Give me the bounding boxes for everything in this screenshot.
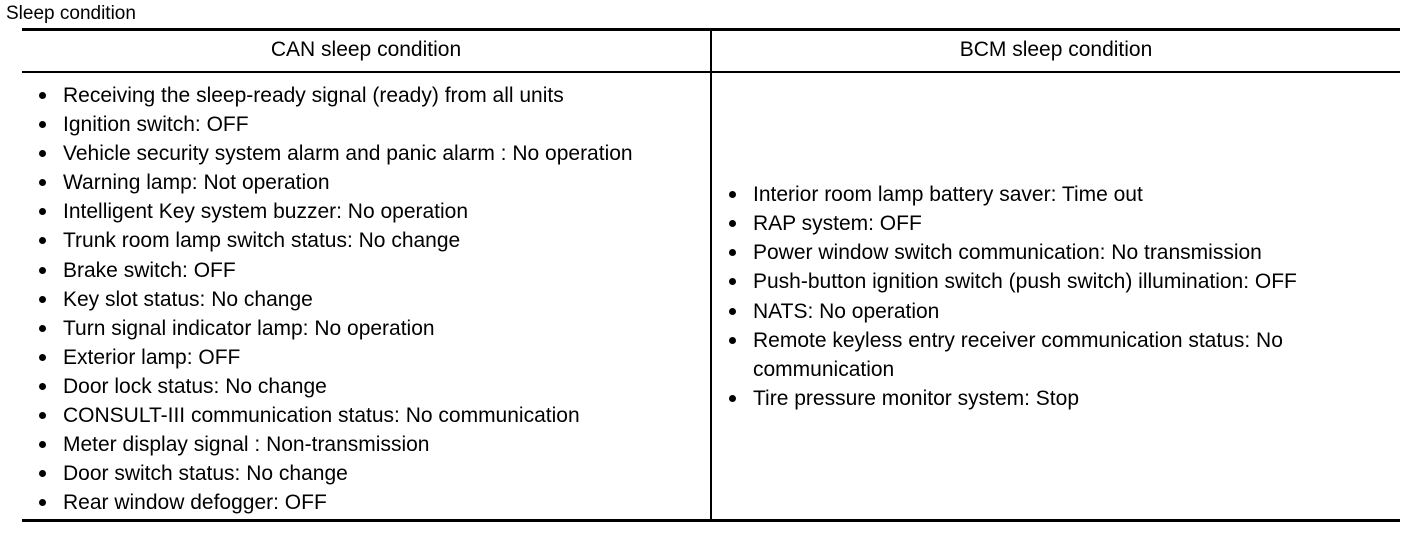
bullet-icon (39, 267, 46, 274)
header-bcm-sleep-condition: BCM sleep condition (959, 38, 1153, 61)
list-item: Trunk room lamp switch status: No change (36, 226, 633, 255)
list-item: Door lock status: No change (36, 372, 633, 401)
list-item: Key slot status: No change (36, 285, 633, 314)
list-item: Receiving the sleep-ready signal (ready) from all units (36, 81, 633, 110)
bullet-icon (39, 499, 46, 506)
bullet-icon (39, 237, 46, 244)
list-item: Power window switch communication: No transmission (726, 238, 1373, 267)
bullet-icon (729, 278, 736, 285)
list-item: Vehicle security system alarm and panic alarm : No operation (36, 139, 633, 168)
bcm-conditions-list (726, 180, 1373, 413)
bullet-icon (39, 179, 46, 186)
bullet-icon (39, 354, 46, 361)
list-item: Warning lamp: Not operation (36, 168, 633, 197)
list-item: Exterior lamp: OFF (36, 343, 633, 372)
bullet-icon (39, 92, 46, 99)
header-can-sleep-condition: CAN sleep condition (270, 38, 462, 61)
list-item: NATS: No operation (726, 297, 1373, 326)
list-item: Intelligent Key system buzzer: No operation (36, 197, 633, 226)
list-item: Tire pressure monitor system: Stop (726, 384, 1373, 413)
bullet-icon (39, 296, 46, 303)
list-item: Rear window defogger: OFF (36, 488, 633, 517)
bullet-icon (39, 121, 46, 128)
list-item: Brake switch: OFF (36, 256, 633, 285)
can-conditions-cell (22, 73, 710, 522)
bullet-icon (729, 308, 736, 315)
bullet-icon (729, 337, 736, 344)
bullet-icon (39, 150, 46, 157)
bullet-icon (729, 220, 736, 227)
list-item: Turn signal indicator lamp: No operation (36, 314, 633, 343)
bullet-icon (39, 441, 46, 448)
bullet-icon (39, 208, 46, 215)
bcm-conditions-cell (712, 73, 1400, 522)
bullet-icon (39, 325, 46, 332)
list-item: Door switch status: No change (36, 459, 633, 488)
bullet-icon (729, 395, 736, 402)
can-conditions-list (36, 81, 633, 517)
bullet-icon (729, 191, 736, 198)
list-item: Remote keyless entry receiver communication status: No communication (726, 326, 1373, 384)
bullet-icon (39, 383, 46, 390)
list-item: Push-button ignition switch (push switch) illumination: OFF (726, 267, 1373, 296)
bullet-icon (39, 470, 46, 477)
bullet-icon (39, 412, 46, 419)
bullet-icon (729, 249, 736, 256)
list-item: CONSULT-III communication status: No communication (36, 401, 633, 430)
sleep-condition-table (22, 28, 1400, 522)
table-caption: Sleep condition (6, 3, 136, 24)
list-item: Interior room lamp battery saver: Time out (726, 180, 1373, 209)
list-item: Ignition switch: OFF (36, 110, 633, 139)
list-item: RAP system: OFF (726, 209, 1373, 238)
list-item: Meter display signal : Non-transmission (36, 430, 633, 459)
